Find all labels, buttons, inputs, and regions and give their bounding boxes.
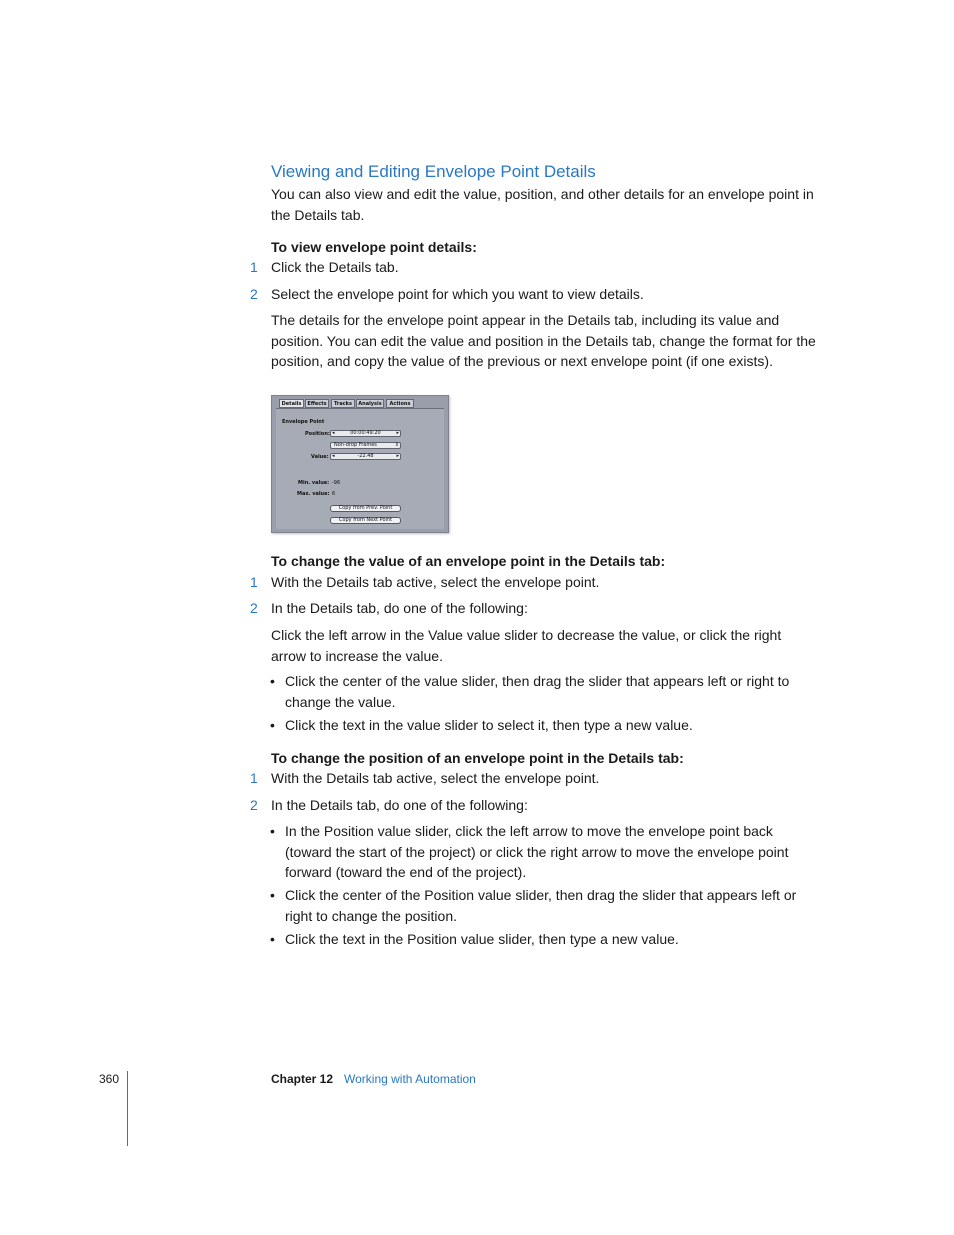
step-text: Select the envelope point for which you want to view details. xyxy=(271,286,644,302)
bullet: • xyxy=(270,931,275,947)
page-number: 360 xyxy=(99,1072,120,1086)
copy-from-next-point-button: Copy from Next Point xyxy=(330,517,401,524)
step-number: 2 xyxy=(250,797,258,813)
max-value-label: Max. value: xyxy=(297,491,330,497)
left-arrow-icon: ◂ xyxy=(332,430,335,436)
tab-actions: Actions xyxy=(386,399,414,408)
step-text: With the Details tab active, select the envelope point. xyxy=(271,770,600,786)
right-arrow-icon: ▸ xyxy=(396,430,399,436)
bullet: • xyxy=(270,887,275,903)
option-paragraph: Click the left arrow in the Value value slider to decrease the value, or click the right arrow to increase the value. xyxy=(271,627,782,664)
step-number: 1 xyxy=(250,574,258,590)
bullet-text: Click the center of the value slider, then drag the slider that appears left or right to change the value. xyxy=(285,673,790,710)
position-value-slider xyxy=(330,430,401,437)
bullet: • xyxy=(270,823,275,839)
position-value: 00:00:49:20 xyxy=(350,430,381,436)
chapter-title: Working with Automation xyxy=(344,1072,476,1086)
tab-details: Details xyxy=(279,399,304,408)
result-paragraph: The details for the envelope point appear in the Details tab, including its value and position. You can edit the value and position in the Details tab, change the format for the position, and copy the value of the previous or next envelope point (if one exists). xyxy=(271,312,816,369)
step-number: 1 xyxy=(250,259,258,275)
min-value-label: Min. value: xyxy=(298,480,330,486)
task-heading-position: To change the position of an envelope point in the Details tab: xyxy=(271,750,684,766)
step-text: With the Details tab active, select the envelope point. xyxy=(271,574,600,590)
step-text: Click the Details tab. xyxy=(271,259,399,275)
task-heading-view: To view envelope point details: xyxy=(271,239,477,255)
position-label: Position: xyxy=(305,431,330,437)
format-value: Non-drop Frames xyxy=(334,442,377,448)
stepper-icon: ⇕ xyxy=(394,442,399,448)
bullet-text: Click the center of the Position value slider, then drag the slider that appears left or right to change the position. xyxy=(285,887,797,924)
bullet-text: Click the text in the value slider to select it, then type a new value. xyxy=(285,717,693,733)
details-pane xyxy=(276,408,444,529)
tab-tracks: Tracks xyxy=(331,399,355,408)
copy-from-prev-point-button: Copy from Prev. Point xyxy=(330,505,401,512)
step-number: 2 xyxy=(250,286,258,302)
details-tab-screenshot xyxy=(271,395,449,533)
bullet-text: In the Position value slider, click the left arrow to move the envelope point back (toward the start of the project) or click the right arrow to move the envelope point forward (toward the end of the project). xyxy=(285,823,789,880)
bullet: • xyxy=(270,673,275,689)
tab-analysis: Analysis xyxy=(356,399,384,408)
intro-paragraph: You can also view and edit the value, position, and other details for an envelope point in the Details tab. xyxy=(271,186,814,223)
value-value: -22.48 xyxy=(357,453,374,459)
step-text: In the Details tab, do one of the following: xyxy=(271,600,528,616)
step-text: In the Details tab, do one of the following: xyxy=(271,797,528,813)
min-value: -96 xyxy=(332,480,341,486)
bullet: • xyxy=(270,717,275,733)
chapter-label: Chapter 12 xyxy=(271,1072,334,1086)
right-arrow-icon: ▸ xyxy=(396,453,399,459)
footer-divider xyxy=(127,1071,128,1146)
max-value: 6 xyxy=(332,491,336,497)
tab-effects: Effects xyxy=(305,399,329,408)
bullet-text: Click the text in the Position value slider, then type a new value. xyxy=(285,931,679,947)
step-number: 1 xyxy=(250,770,258,786)
value-slider xyxy=(330,453,401,460)
step-number: 2 xyxy=(250,600,258,616)
section-title: Viewing and Editing Envelope Point Details xyxy=(271,162,596,181)
left-arrow-icon: ◂ xyxy=(332,453,335,459)
envelope-point-group-label: Envelope Point xyxy=(282,419,325,425)
position-format-popup xyxy=(330,442,401,449)
task-heading-value: To change the value of an envelope point in the Details tab: xyxy=(271,553,666,569)
value-label: Value: xyxy=(311,454,329,460)
